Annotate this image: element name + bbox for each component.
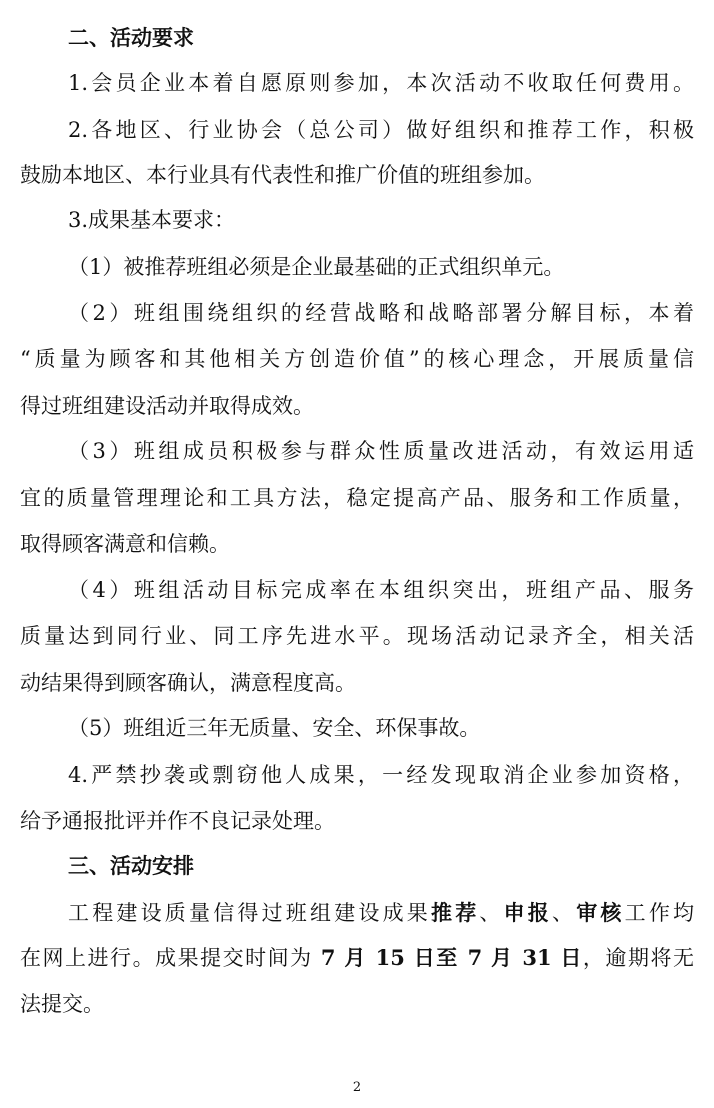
text-segment: 三、活动安排 [68,854,194,878]
text-segment: 、 [552,901,577,925]
text-segment: （5）班组近三年无质量、安全、环保事故。 [68,716,481,740]
bold-text: 申报 [503,900,553,925]
text-line [20,622,694,650]
text-segment: 取得顾客满意和信赖。 [20,532,230,556]
text-line [20,392,694,420]
text-line [20,530,694,558]
text-segment: “质量为顾客和其他相关方创造价值”的核心理念，开展质量信 [20,347,694,371]
text-segment: 二、活动要求 [68,26,194,50]
section-heading [68,852,694,880]
text-segment: 动结果得到顾客确认，满意程度高。 [20,671,356,695]
page-number: 2 [352,1080,362,1095]
text-line [68,206,694,234]
text-segment: 、 [479,901,504,925]
text-line [68,253,694,281]
text-line [20,990,694,1018]
text-segment: 2.各地区、行业协会（总公司）做好组织和推荐工作，积极 [68,118,694,142]
text-segment: 4.严禁抄袭或剽窃他人成果，一经发现取消企业参加资格， [68,763,694,787]
text-line [68,437,694,465]
text-line [68,576,694,604]
text-line [20,807,694,835]
text-segment: 工作均 [624,901,695,925]
text-line [20,161,694,189]
text-line [68,299,694,327]
bold-text: 7 月 15 日至 7 月 31 日 [320,945,583,970]
text-line [20,345,694,373]
text-segment: 质量达到同行业、同工序先进水平。现场活动记录齐全，相关活 [20,624,694,648]
section-heading [68,24,694,52]
text-line [68,69,694,97]
text-segment: 得过班组建设活动并取得成效。 [20,394,314,418]
text-segment: 鼓励本地区、本行业具有代表性和推广价值的班组参加。 [20,163,545,187]
text-segment: 宜的质量管理理论和工具方法，稳定提高产品、服务和工作质量， [20,486,694,510]
text-line [20,484,694,512]
text-line [68,899,694,927]
text-segment: 在网上进行。成果提交时间为 [20,946,321,970]
text-line [68,761,694,789]
text-line [20,669,694,697]
text-segment: （4）班组活动目标完成率在本组织突出，班组产品、服务 [68,578,694,602]
text-segment: （2）班组围绕组织的经营战略和战略部署分解目标，本着 [68,301,694,325]
bold-text: 推荐 [431,900,480,925]
text-segment: （3）班组成员积极参与群众性质量改进活动，有效运用适 [68,439,694,463]
text-segment: （1）被推荐班组必须是企业最基础的正式组织单元。 [68,255,565,279]
text-segment: 1.会员企业本着自愿原则参加，本次活动不收取任何费用。 [68,71,694,95]
text-line [68,714,694,742]
text-line [68,116,694,144]
bold-text: 审核 [576,900,625,925]
text-segment: 法提交。 [20,992,104,1016]
text-segment: ，逾期将无 [582,946,694,970]
text-segment: 给予通报批评并作不良记录处理。 [20,809,335,833]
text-line [20,944,694,972]
text-segment: 工程建设质量信得过班组建设成果 [68,901,431,925]
text-segment: 3.成果基本要求： [68,208,236,232]
